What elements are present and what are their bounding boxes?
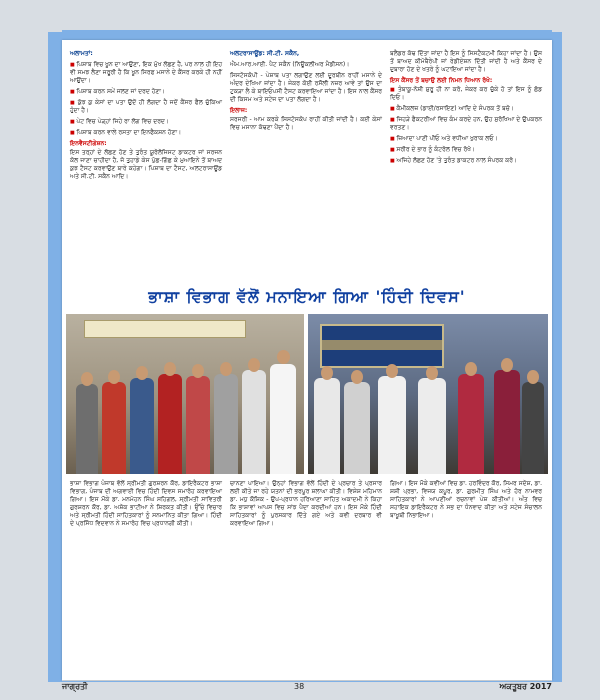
article-headline: ਭਾਸ਼ਾ ਵਿਭਾਗ ਵੱਲੋਂ ਮਨਾਇਆ ਗਿਆ 'ਹਿੰਦੀ ਦਿਵਸ' — [148, 287, 466, 306]
article-paragraph: ਗਿਆ। ਇਸ ਮੌਕੇ ਕਵੀਆਂ ਵਿਚ ਡਾ. ਹਰਵਿੰਦਰ ਕੌਰ, ਸਿਮਰ ਸਦੋਸ਼, ਡਾ. ਸ਼ਸ਼ੀ ਪ੍ਰਭਾ, ਵਿਜਯ ਕਪੂਰ, ਡਾ. ਗੁਰਮੀਤ ਸਿੰਘ ਅਤੇ ਹੋਰ ਨਾਮਵਰ ਸਾਹਿਤਕਾਰਾਂ ਨੇ ਆਪਣੀਆਂ ਰਚਨਾਵਾਂ ਪੇਸ਼ ਕੀਤੀਆਂ। ਅੰਤ ਵਿਚ ਸਹਾਇਕ ਡਾਇਰੈਕਟਰ ਨੇ ਸਭ ਦਾ ਧੰਨਵਾਦ ਕੀਤਾ ਅਤੇ ਸਟੇਜ ਸੰਚਾਲਨ ਬਾਖੂਬੀ ਨਿਭਾਇਆ। — [390, 480, 542, 519]
left-column-heading: ਅਲਾਮਤਾਂ: — [70, 50, 93, 57]
article-headline-bar — [62, 283, 552, 311]
page-footer — [62, 682, 552, 696]
right-bullet: ■ ਸਰੀਰ ਦੇ ਭਾਰ ਨੂੰ ਕੰਟਰੋਲ ਵਿਚ ਰੱਖੋ। — [390, 146, 542, 154]
magazine-name: ਜਾਗ੍ਰਤੀ — [62, 682, 88, 691]
right-bullet: ■ ਤੰਬਾਕੂ-ਨੋਸ਼ੀ ਸ਼ੁਰੂ ਹੀ ਨਾ ਕਰੋ, ਜੇਕਰ ਕਰ ਚੁੱਕੇ ਹੋ ਤਾਂ ਇਸ ਨੂੰ ਛੱਡ ਦਿਓ। — [390, 86, 542, 102]
article-column-1 — [70, 480, 222, 531]
right-paragraph: ਬਲੈਡਰ ਕੱਢ ਦਿੱਤਾ ਜਾਂਦਾ ਹੈ ਇਸ ਨੂੰ ਸਿਸਟੈਕਟਮੀ ਕਿਹਾ ਜਾਂਦਾ ਹੈ। ਉਸ ਤੋਂ ਬਾਅਦ ਕੀਮੋਥੈਰੇਪੀ ਜਾਂ ਰੇਡੀਏਸ਼ਨ ਦਿੱਤੀ ਜਾਂਦੀ ਹੈ ਅਤੇ ਕੈਂਸਰ ਦੇ ਦੁਬਾਰਾ ਹੋਣ ਦੇ ਖਤਰੇ ਨੂੰ ਘਟਾਇਆ ਜਾਂਦਾ ਹੈ। — [390, 50, 542, 73]
event-photo-left — [66, 314, 304, 474]
left-bullet: ■ ਪਿਸ਼ਾਬ ਕਰਨ ਸਮੇਂ ਜਲਣ ਜਾਂ ਦਰਦ ਹੋਣਾ। — [70, 88, 222, 96]
right-color-band — [552, 32, 562, 682]
middle-column-heading: ਅਲਟਰਾਸਾਊਂਡ: ਸੀ.ਟੀ. ਸਕੈਨ, — [230, 50, 300, 57]
right-bullet: ■ ਜ਼ਿਆਦਾ ਪਾਣੀ ਪੀਓ ਅਤੇ ਵਧੀਆ ਖੁਰਾਕ ਲਓ। — [390, 135, 542, 143]
right-bullet: ■ ਜਿਹੜੇ ਫੈਕਟਰੀਆਂ ਵਿਚ ਕੰਮ ਕਰਦੇ ਹਨ, ਉਹ ਸੁਰੱਖਿਆ ਦੇ ਉਪਕਰਨ ਵਰਤਣ। — [390, 116, 542, 132]
left-bullet: ■ ਪੇਟ ਵਿਚ ਪੇੜ੍ਹਾਂ ਜਿਹੇ ਰਾ ਲੱਗ ਵਿਚ ਦਰਦ। — [70, 118, 222, 126]
left-bullet: ■ ਪਿਸ਼ਾਬ ਵਿਚ ਖੂਨ ਦਾ ਆਉਣਾ, ਇਕ ਮੁੱਖ ਲੱਛਣ ਹੈ, ਪਰ ਨਾਲ ਹੀ ਇਹ ਵੀ ਸਮਝ ਲੈਣਾ ਜਰੂਰੀ ਹੈ ਕਿ ਖੂਨ ਸਿਰਫ ਮਸਾਨੇ ਦੇ ਕੈਂਸਰ ਕਰਕੇ ਹੀ ਨਹੀਂ ਆਉਂਦਾ। — [70, 61, 222, 85]
event-banner — [320, 324, 444, 368]
left-bullet: ■ ਕੁੱਝ ਕੁ ਕੇਸਾਂ ਦਾ ਪਤਾ ਉਦੋਂ ਹੀ ਲੱਗਦਾ ਹੈ ਜਦੋਂ ਕੈਂਸਰ ਫੈਲ ਚੁੱਕਿਆ ਹੁੰਦਾ ਹੈ। — [70, 99, 222, 115]
left-column — [70, 50, 222, 184]
event-photo-right — [308, 314, 548, 474]
middle-paragraph: ਐਮ.ਆਰ.ਆਈ. ਪੈਟ ਸਕੈਨ (ਨਿਊਕਲੀਅਰ ਮੈਡੀਸਨ)। — [230, 61, 350, 68]
left-sub-heading: ਇਨਵੈਸਟੀਗੇਸ਼ਨ: — [70, 140, 107, 147]
magazine-page — [62, 40, 552, 680]
top-color-band — [62, 30, 552, 40]
article-paragraph: ਭਾਸ਼ਾ ਵਿਭਾਗ ਪੰਜਾਬ ਵੱਲੋਂ ਸ੍ਰੀਮਤੀ ਗੁਰਸ਼ਰਨ ਕੌਰ, ਡਾਇਰੈਕਟਰ ਭਾਸ਼ਾ ਵਿਭਾਗ, ਪੰਜਾਬ ਦੀ ਅਗਵਾਈ ਵਿਚ ਹਿੰਦੀ ਦਿਵਸ ਸਮਾਰੋਹ ਕਰਵਾਇਆ ਗਿਆ। ਇਸ ਮੌਕੇ ਡਾ. ਮਨਮੋਹਨ ਸਿੰਘ ਸਹਿਗਲ, ਸ੍ਰੀਮਤੀ ਸਾਵਿਤਰੀ ਗੁਰਸ਼ਰਨ ਕੌਰ, ਡਾ. ਅਸ਼ੋਕ ਭਾਟੀਆ ਨੇ ਸ਼ਿਰਕਤ ਕੀਤੀ। ਉੱਚੇ ਵਿਚਾਰ ਅਤੇ ਸ੍ਰੀਮਤੀ ਹਿੰਦੀ ਸਾਹਿਤਕਾਰਾਂ ਨੂੰ ਸਨਮਾਨਿਤ ਕੀਤਾ ਗਿਆ। ਹਿੰਦੀ ਦੇ ਪ੍ਰਸਿੱਧ ਵਿਦਵਾਨ ਨੇ ਸਮਾਰੋਹ ਵਿਚ ਪ੍ਰਧਾਨਗੀ ਕੀਤੀ। — [70, 480, 222, 527]
left-bullet: ■ ਪਿਸ਼ਾਬ ਕਰਨ ਵਾਲੇ ਰਸਤਾ ਦਾ ਇਨਫੈਕਸ਼ਨ ਹੋਣਾ। — [70, 129, 222, 137]
article-column-3 — [390, 480, 542, 523]
middle-paragraph: ਸਰਜਰੀ - ਆਮ ਕਰਕੇ ਸਿਸਟੋਸਕੋਪ ਰਾਹੀਂ ਕੀਤੀ ਜਾਂਦੀ ਹੈ। ਕਈ ਕੇਸਾਂ ਵਿਚ ਮਸਾਨਾ ਕੱਢਣਾ ਪੈਂਦਾ ਹੈ। — [230, 116, 382, 131]
right-sub-heading: ਇਸ ਕੈਂਸਰ ਤੋਂ ਬਚਾਉ ਲਈ ਨਿਮਨ ਧਿਆਨ ਰੱਖੋ: — [390, 77, 493, 84]
middle-paragraph: ਸਿਸਟੋਸਕੋਪੀ - ਪੇਸ਼ਾਬ ਪਤਾ ਲਗਾਉਣ ਲਈ ਦੂਰਬੀਨ ਰਾਹੀਂ ਮਸਾਨੇ ਦੇ ਅੰਦਰ ਦੇਖਿਆ ਜਾਂਦਾ ਹੈ। ਜੇਕਰ ਕੋਈ ਰਸੌਲੀ ਨਜ਼ਰ ਆਵੇ ਤਾਂ ਉਸ ਦਾ ਟੁਕੜਾ ਲੈ ਕੇ ਬਾਇਓਪਸੀ ਟੈਸਟ ਕਰਵਾਇਆ ਜਾਂਦਾ ਹੈ। ਇਸ ਨਾਲ ਕੈਂਸਰ ਦੀ ਕਿਸਮ ਅਤੇ ਸਟੇਜ ਦਾ ਪਤਾ ਲੱਗਦਾ ਹੈ। — [230, 72, 382, 103]
left-paragraph: ਇਸ ਤਰ੍ਹਾਂ ਦੇ ਲੱਛਣ ਹੋਣ ਤੇ ਤੁਰੰਤ ਯੂਰੋਲੋਜਿਸਟ ਡਾਕਟਰ ਜਾਂ ਸਰਜਨ ਕੋਲ ਜਾਣਾ ਚਾਹੀਦਾ ਹੈ, ਜੋ ਤੁਹਾਡੇ ਕੇਸ ਪੁੱਛ-ਗਿੱਛ ਕੇ ਮੁਆਇਨੇ ਤੋਂ ਬਾਅਦ ਕੁਝ ਟੈਸਟ ਕਰਵਾਉਣ ਬਾਰੇ ਕਹੇਗਾ। ਪਿਸ਼ਾਬ ਦਾ ਟੈਸਟ, ਅਲਟਰਾਸਾਊਂਡ ਅਤੇ ਸੀ.ਟੀ. ਸਕੈਨ ਆਦਿ। — [70, 149, 222, 180]
stage-banner — [84, 320, 246, 338]
left-color-band — [48, 32, 62, 682]
right-bullet: ■ ਅਜਿਹੇ ਲੱਛਣ ਹੋਣ 'ਤੇ ਤੁਰੰਤ ਡਾਕਟਰ ਨਾਲ ਸੰਪਰਕ ਕਰੋ। — [390, 157, 542, 165]
page-number: 38 — [294, 682, 305, 691]
article-column-2 — [230, 480, 382, 531]
middle-sub-heading: ਇਲਾਜ: — [230, 107, 248, 114]
issue-date: ਅਕਤੂਬਰ 2017 — [499, 682, 552, 691]
middle-column — [230, 50, 382, 135]
right-column — [390, 50, 542, 168]
article-paragraph: ਚਾਨਣਾ ਪਾਇਆ। ਉਨ੍ਹਾਂ ਵਿਭਾਗ ਵੱਲੋਂ ਹਿੰਦੀ ਦੇ ਪ੍ਰਚਾਰ ਤੇ ਪ੍ਰਸਾਰ ਲਈ ਕੀਤੇ ਜਾ ਰਹੇ ਯਤਨਾਂ ਦੀ ਭਰਪੂਰ ਸ਼ਲਾਘਾ ਕੀਤੀ। ਵਿਸ਼ੇਸ਼ ਮਹਿਮਾਨ ਡਾ. ਮਧੁ ਕੌਸ਼ਿਕ - ਉਪ-ਪ੍ਰਧਾਨ ਹਰਿਆਣਾ ਸਾਹਿਤ ਅਕਾਦਮੀ ਨੇ ਕਿਹਾ ਕਿ ਭਾਸ਼ਾਵਾਂ ਆਪਸ ਵਿਚ ਸਾਂਝ ਪੈਦਾ ਕਰਦੀਆਂ ਹਨ। ਇਸ ਮੌਕੇ ਹਿੰਦੀ ਸਾਹਿਤਕਾਰਾਂ ਨੂੰ ਪੁਰਸਕਾਰ ਦਿੱਤੇ ਗਏ ਅਤੇ ਕਵੀ ਦਰਬਾਰ ਵੀ ਕਰਵਾਇਆ ਗਿਆ। — [230, 480, 382, 527]
right-bullet: ■ ਕੈਮੀਕਲਜ਼ (ਡਾਈ/ਰਸਾਇਣ) ਆਦਿ ਦੇ ਸੰਪਰਕ ਤੋਂ ਬਚੋ। — [390, 105, 542, 113]
